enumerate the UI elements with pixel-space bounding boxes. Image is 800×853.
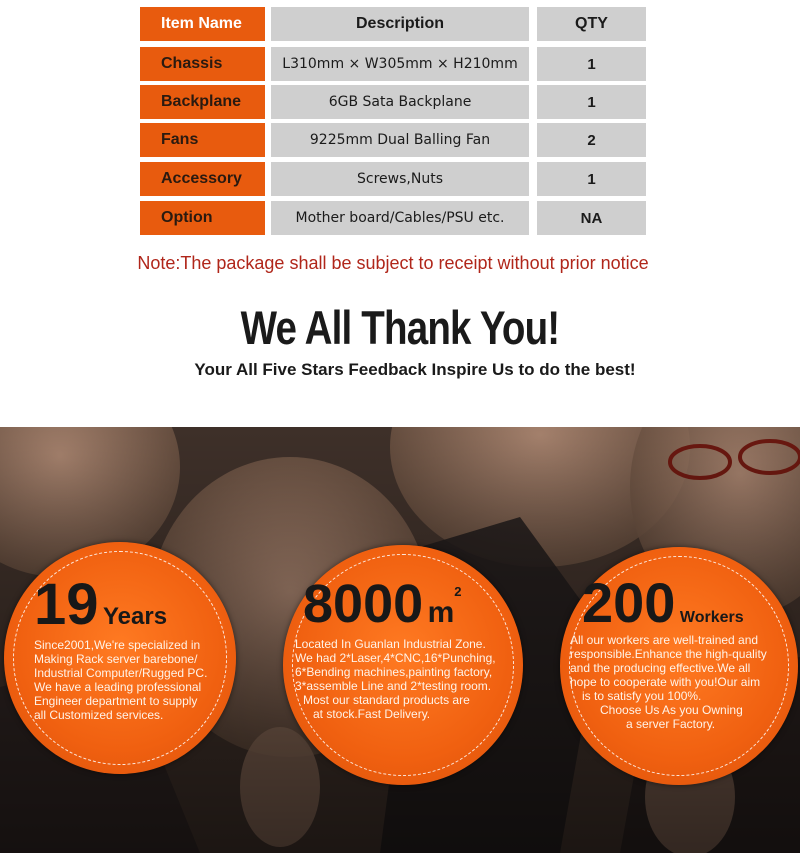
workers-stat (582, 571, 744, 634)
text-line: Making Rack server barebone/ (34, 652, 198, 666)
years-description (34, 638, 207, 722)
row-item-name: Option (140, 201, 265, 235)
area-superscript: 2 (454, 584, 462, 599)
header-item-name: Item Name (140, 7, 265, 41)
text-line: We had 2*Laser,4*CNC,16*Punching, (295, 651, 496, 665)
package-note: Note:The package shall be subject to receipt without prior notice (137, 253, 649, 273)
years-unit: Years (102, 603, 168, 630)
row-qty: 1 (537, 85, 646, 119)
row-description: L310mm × W305mm × H210mm (271, 47, 529, 81)
row-description: Mother board/Cables/PSU etc. (271, 201, 529, 235)
row-item-name: Backplane (140, 85, 265, 119)
text-line: hope to cooperate with you!Our aim (570, 675, 761, 689)
text-line: Industrial Computer/Rugged PC. (34, 666, 208, 680)
row-item-name: Fans (140, 123, 265, 157)
workers-description (570, 633, 767, 731)
row-description: 9225mm Dual Balling Fan (271, 123, 529, 157)
years-circle (4, 542, 236, 774)
thank-you-subtitle: Your All Five Stars Feedback Inspire Us to do the best! (194, 360, 636, 379)
text-line: is to satisfy you 100%. (582, 689, 702, 703)
factory-area-circle (283, 545, 523, 785)
text-line: All our workers are well-trained and (570, 633, 759, 647)
years-number: 19 (34, 572, 99, 637)
workers-circle (560, 547, 798, 785)
table-row (140, 201, 646, 235)
text-line: at stock.Fast Delivery. (313, 707, 431, 721)
area-number: 8000 (303, 574, 424, 634)
table-header (140, 7, 646, 41)
workers-unit: Workers (679, 609, 744, 626)
team-photo-banner (0, 427, 800, 853)
area-description (295, 637, 496, 721)
text-line: a server Factory. (626, 717, 716, 731)
text-line: and the producing effective.We all (570, 661, 751, 675)
text-line: 6*Bending machines,painting factory, (295, 665, 493, 679)
area-stat (303, 574, 462, 634)
row-description: 6GB Sata Backplane (271, 85, 529, 119)
text-line: 3*assemble Line and 2*testing room. (295, 679, 492, 693)
thank-you-title: We All Thank You! (240, 301, 560, 354)
row-qty: NA (537, 201, 646, 235)
text-line: Choose Us As you Owning (600, 703, 743, 717)
workers-number: 200 (582, 571, 676, 634)
row-item-name: Chassis (140, 47, 265, 81)
row-qty: 2 (537, 123, 646, 157)
text-line: responsible.Enhance the high-quality (570, 647, 767, 661)
text-line: all Customized services. (34, 708, 164, 722)
years-stat (34, 572, 168, 637)
table-row (140, 162, 646, 196)
row-qty: 1 (537, 162, 646, 196)
row-description: Screws,Nuts (271, 162, 529, 196)
header-qty: QTY (537, 7, 646, 41)
header-description: Description (271, 7, 529, 41)
row-item-name: Accessory (140, 162, 265, 196)
text-line: We have a leading professional (34, 680, 202, 694)
table-row (140, 47, 646, 81)
text-line: Since2001,We're specialized in (34, 638, 201, 652)
text-line: Engineer department to supply (34, 694, 198, 708)
row-qty: 1 (537, 47, 646, 81)
text-line: Located In Guanlan Industrial Zone. (295, 637, 486, 651)
text-line: Most our standard products are (303, 693, 470, 707)
table-row (140, 85, 646, 119)
table-row (140, 123, 646, 157)
area-unit: m (427, 596, 455, 629)
